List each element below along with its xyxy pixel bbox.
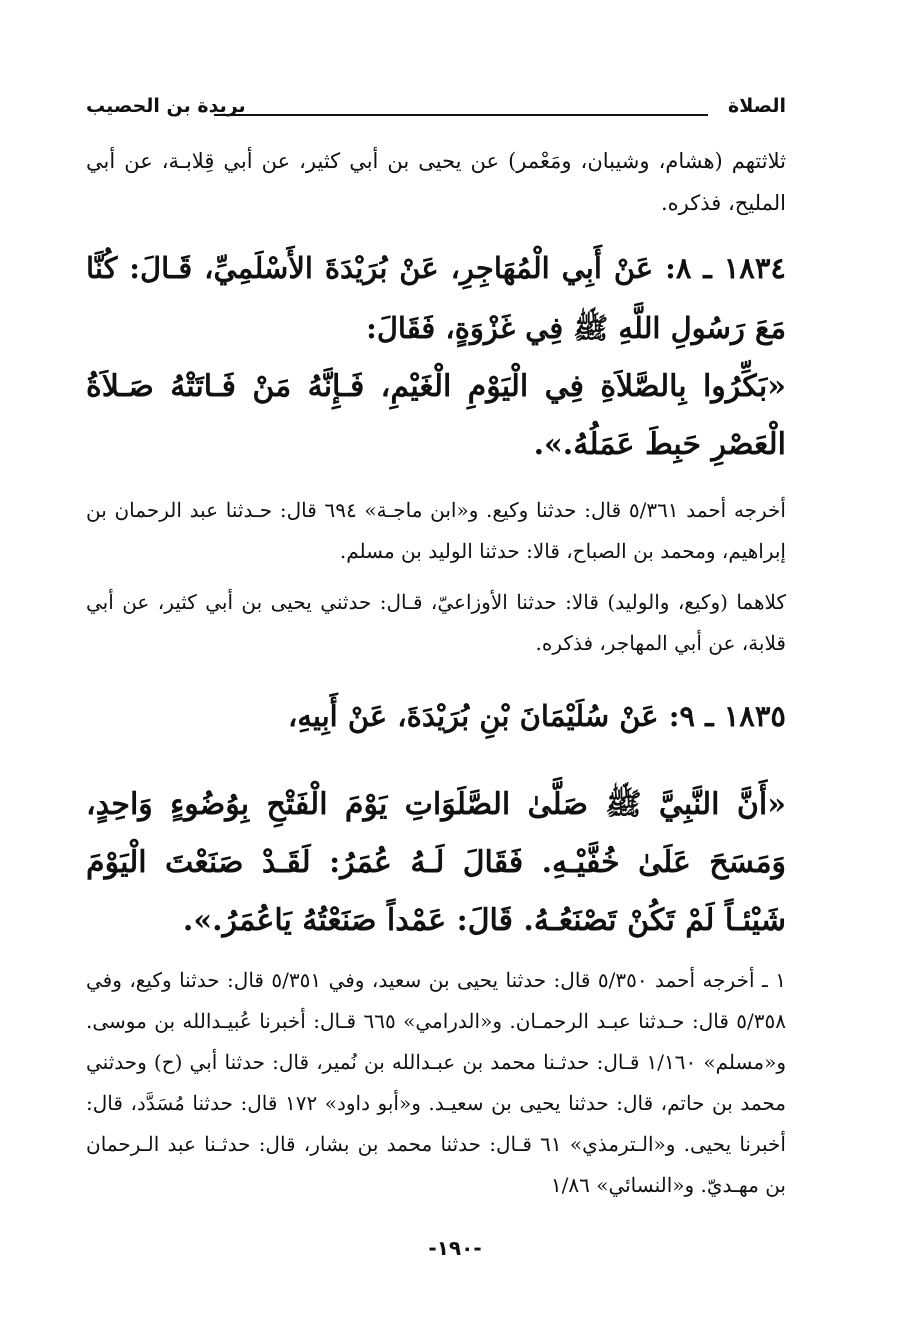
running-header <box>86 92 786 120</box>
page-number: -١٩٠- <box>428 1236 482 1260</box>
footnote-1835 <box>86 960 786 1206</box>
intro-paragraph <box>86 140 786 224</box>
header-rule <box>214 114 708 116</box>
hadith-1835-text <box>86 776 786 950</box>
hadith-1834-matn: «بَكِّرُوا بِالصَّلاَةِ فِي الْيَوْمِ الْغَيْمِ، فَـإِنَّهُ مَنْ فَـاتَتْهُ صَـلاَةُ الْعَصْرِ حَبِطَ عَمَلُهُ.». <box>86 369 786 462</box>
footnote-text: ١ ـ أخرجه أحمد ٥/٣٥٠ قال: حدثنا يحيى بن سعيد، وفي ٥/٣٥١ قال: حدثنا وكيع، وفي ٥/٣٥٨ قال: حـدثنا عبـد الرحمـان. و«الدرامي» ٦٦٥ قـال: أخبرنا عُبيـدالله بن موسى. و«مسلم» ١/١٦٠ قـال: حدثـنا محمد بن عبـدالله بن نُمير، قال: حدثنا أبي (ح) وحدثني محمد بن حاتم، قال: حدثنا يحيى بن سعيـد. و«أبو داود» ١٧٢ قال: حدثنا مُسَدَّد، قال: أخبرنا يحيى. و«الـترمذي» ٦١ قـال: حدثنا محمد بن بشار، قال: حدثـنا عبد الـرحمان بن مهـديّ. و«النسائي» ١/٨٦ <box>86 968 787 1197</box>
header-section-title: الصلاة <box>727 95 786 117</box>
hadith-1834-text <box>86 358 786 474</box>
hadith-1835-heading <box>86 686 786 746</box>
takhrij-1834-paragraph-1: أخرجه أحمد ٥/٣٦١ قال: حدثنا وكيع. و«ابن ماجـة» ٦٩٤ قال: حـدثنا عبد الرحمان بن إبراهيم، ومحمد بن الصباح، قالا: حدثنا الوليد بن مسلم. <box>86 498 786 563</box>
hadith-1835-heading-text: ١٨٣٥ ـ ٩: عَنْ سُلَيْمَانَ بْنِ بُرَيْدَةَ، عَنْ أَبِيهِ، <box>287 699 786 733</box>
intro-text: ثلاثتهم (هشام، وشيبان، ومَعْمر) عن يحيى بن أبي كثير، عن أبي قِلابـة، عن أبي المليح، فذكره. <box>86 149 786 215</box>
takhrij-1834-paragraph-2: كلاهما (وكيع، والوليد) قالا: حدثنا الأوزاعيّ، قـال: حدثني يحيى بن أبي كثير، عن أبي قلابة، عن أبي المهاجر، فذكره. <box>86 590 786 655</box>
header-chapter-title: بريدة بن الحصيب <box>86 95 246 117</box>
hadith-1834-heading-text: ١٨٣٤ ـ ٨: عَنْ أَبِي الْمُهَاجِرِ، عَنْ بُرَيْدَةَ الأَسْلَمِيِّ، قَـالَ: كُنَّا مَعَ رَسُولِ اللَّهِ ﷺ فِي غَزْوَةٍ، فَقَالَ: <box>86 251 786 345</box>
takhrij-1834 <box>86 490 786 664</box>
hadith-1835-matn: «أَنَّ النَّبِيَّ ﷺ صَلَّىٰ الصَّلَوَاتِ يَوْمَ الْفَتْحِ بِوُضُوءٍ وَاحِدٍ، وَمَسَحَ عَلَىٰ خُفَّيْـهِ. فَقَالَ لَـهُ عُمَرُ: لَقَـدْ صَنَعْتَ الْيَوْمَ شَيْئـاً لَمْ تَكُنْ تَصْنَعُـهُ. قَالَ: عَمْداً صَنَعْتُهُ يَاعُمَرُ.». <box>86 787 786 938</box>
hadith-1834-heading <box>86 238 786 358</box>
